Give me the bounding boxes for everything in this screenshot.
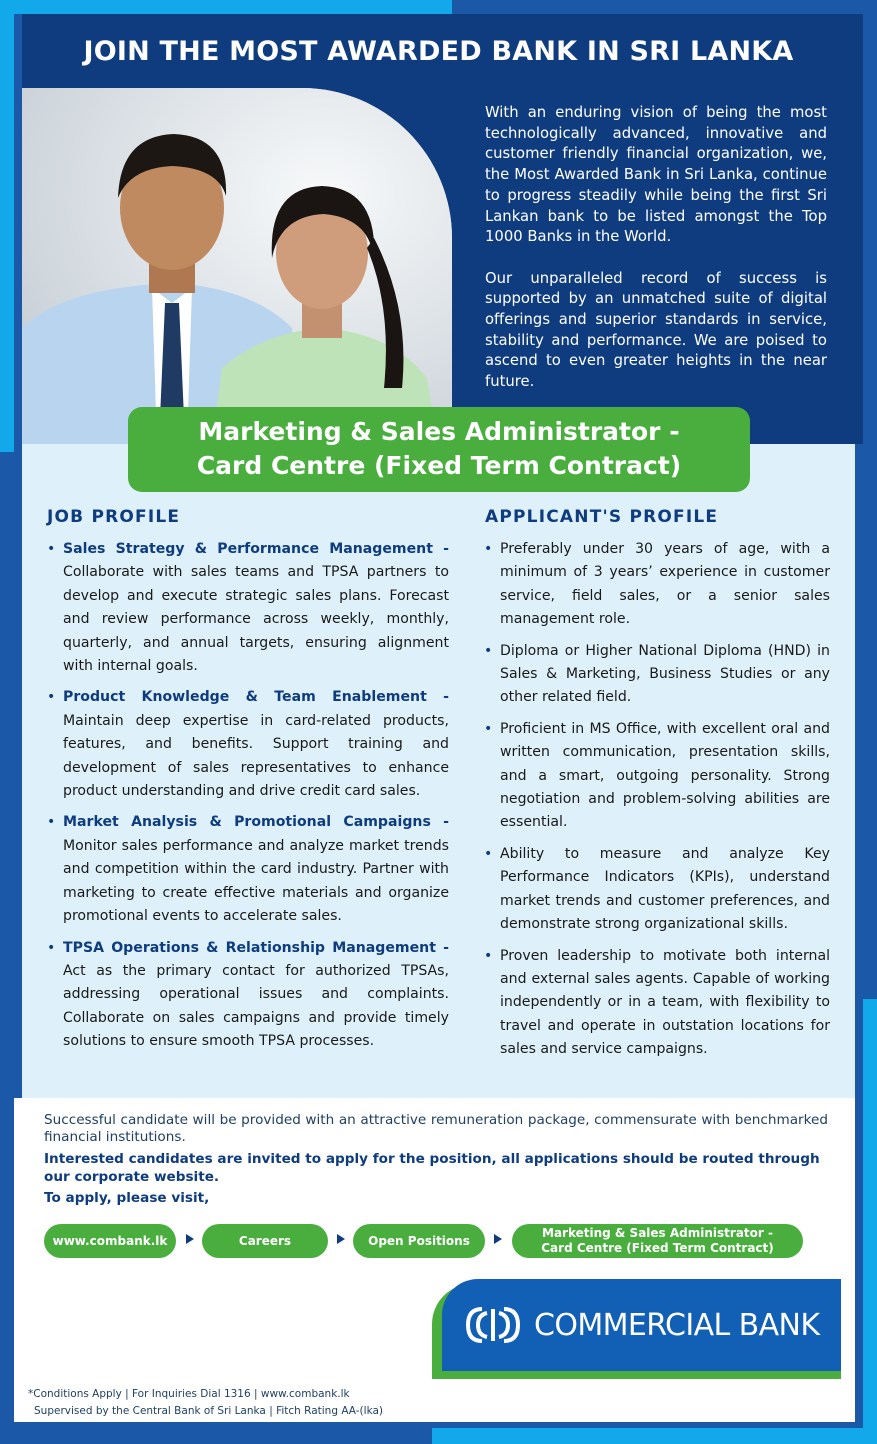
list-item [43, 538, 449, 678]
job-profile-list [43, 538, 449, 1062]
step-position-link[interactable] [512, 1224, 803, 1258]
footer-conditions: *Conditions Apply | For Inquiries Dial 1316 | www.combank.lk [28, 1388, 350, 1400]
list-item: • Preferably under 30 years of age, with a minimum of 3 years’ experience in customer service, field sales, or a senior sales management role. [480, 538, 830, 632]
staff-photo-illustration [22, 88, 452, 444]
job-item-lead: TPSA Operations & Relationship Management - [63, 939, 449, 956]
remuneration-text: Successful candidate will be provided with an attractive remuneration package, commensurate with benchmarked financial institutions. [44, 1112, 828, 1145]
bank-logo-mark-icon [464, 1305, 522, 1345]
bank-logo [442, 1279, 841, 1371]
bank-logo-text: COMMERCIAL BANK [534, 1307, 820, 1343]
intro-paragraph: Our unparalleled record of success is supported by an unmatched suite of digital offerings and superior standards in service, stability and performance. We are poised to ascend to even greater heights in the near future. [485, 269, 827, 391]
step-open-positions-link[interactable]: Open Positions [353, 1224, 485, 1258]
intro-paragraph: With an enduring vision of being the most technologically advanced, innovative and customer friendly financial organization, we, the Most Awarded Bank in Sri Lanka, continue to progress steadily while being the first Sri Lankan bank to be listed amongst the Top 1000 Banks in the World. [485, 104, 827, 246]
page-headline: JOIN THE MOST AWARDED BANK IN SRI LANKA [83, 36, 794, 67]
list-item: • Proficient in MS Office, with excellent oral and written communication, presentation skills, and a smart, outgoing personality. Strong negotiation and problem-solving abilities are essential. [480, 718, 830, 835]
staff-photo [22, 88, 452, 444]
job-item-text: Monitor sales performance and analyze market trends and competition within the card industry. Partner with marketing to create effective materials and organize promotional events to accelerate sales. [63, 837, 449, 925]
step-website-link[interactable]: www.combank.lk [44, 1224, 176, 1258]
job-item-text: Collaborate with sales teams and TPSA partners to develop and execute strategic sales plans. Forecast and review performance across weekly, monthly, quarterly, and annual targets, ensuring alignment with internal goals. [63, 564, 449, 675]
job-item-lead: Sales Strategy & Performance Management - [63, 541, 449, 557]
footer-supervision: Supervised by the Central Bank of Sri Lanka | Fitch Rating AA-(lka) [34, 1405, 383, 1417]
list-item: • Ability to measure and analyze Key Performance Indicators (KPIs), understand market trends and customer preferences, and demonstrate strong organizational skills. [480, 843, 830, 937]
list-item [43, 686, 449, 803]
job-profile-heading: JOB PROFILE [47, 507, 181, 527]
intro-text [485, 103, 827, 393]
job-title-banner [128, 407, 750, 492]
visit-label: To apply, please visit, [44, 1190, 210, 1206]
list-item: • Diploma or Higher National Diploma (HND) in Sales & Marketing, Business Studies or any other related field. [480, 640, 830, 710]
job-item-lead: Product Knowledge & Team Enablement - [63, 689, 449, 706]
job-item-text: Act as the primary contact for authorized TPSAs, addressing operational issues and complaints. Collaborate on sales campaigns and provide timely solutions to ensure smooth TPSA processes. [63, 962, 449, 1050]
list-item [43, 937, 449, 1054]
step-careers-link[interactable]: Careers [202, 1224, 328, 1258]
arrow-right-icon [186, 1234, 194, 1244]
list-item: • Proven leadership to motivate both internal and external sales agents. Capable of working independently or in a team, with flexibility to travel and operate in outstation locations for sales and service campaigns. [480, 945, 830, 1062]
step-position-line: Card Centre (Fixed Term Contract) [541, 1241, 774, 1255]
step-position-line: Marketing & Sales Administrator - [542, 1226, 773, 1240]
applicant-profile-list [480, 538, 830, 1070]
job-item-text: Maintain deep expertise in card-related products, features, and benefits. Support training and development of sales representatives to enhance product understanding and drive credit card sales. [63, 712, 449, 800]
job-title-line: Card Centre (Fixed Term Contract) [196, 451, 682, 480]
job-title-line: Marketing & Sales Administrator - [198, 417, 680, 446]
arrow-right-icon [494, 1234, 502, 1244]
applicant-profile-heading: APPLICANT'S PROFILE [485, 507, 719, 527]
job-item-lead: Market Analysis & Promotional Campaigns - [63, 814, 449, 831]
arrow-right-icon [337, 1234, 345, 1244]
list-item [43, 811, 449, 928]
apply-note: Interested candidates are invited to apply for the position, all applications should be routed through our corporate website. [44, 1151, 820, 1185]
